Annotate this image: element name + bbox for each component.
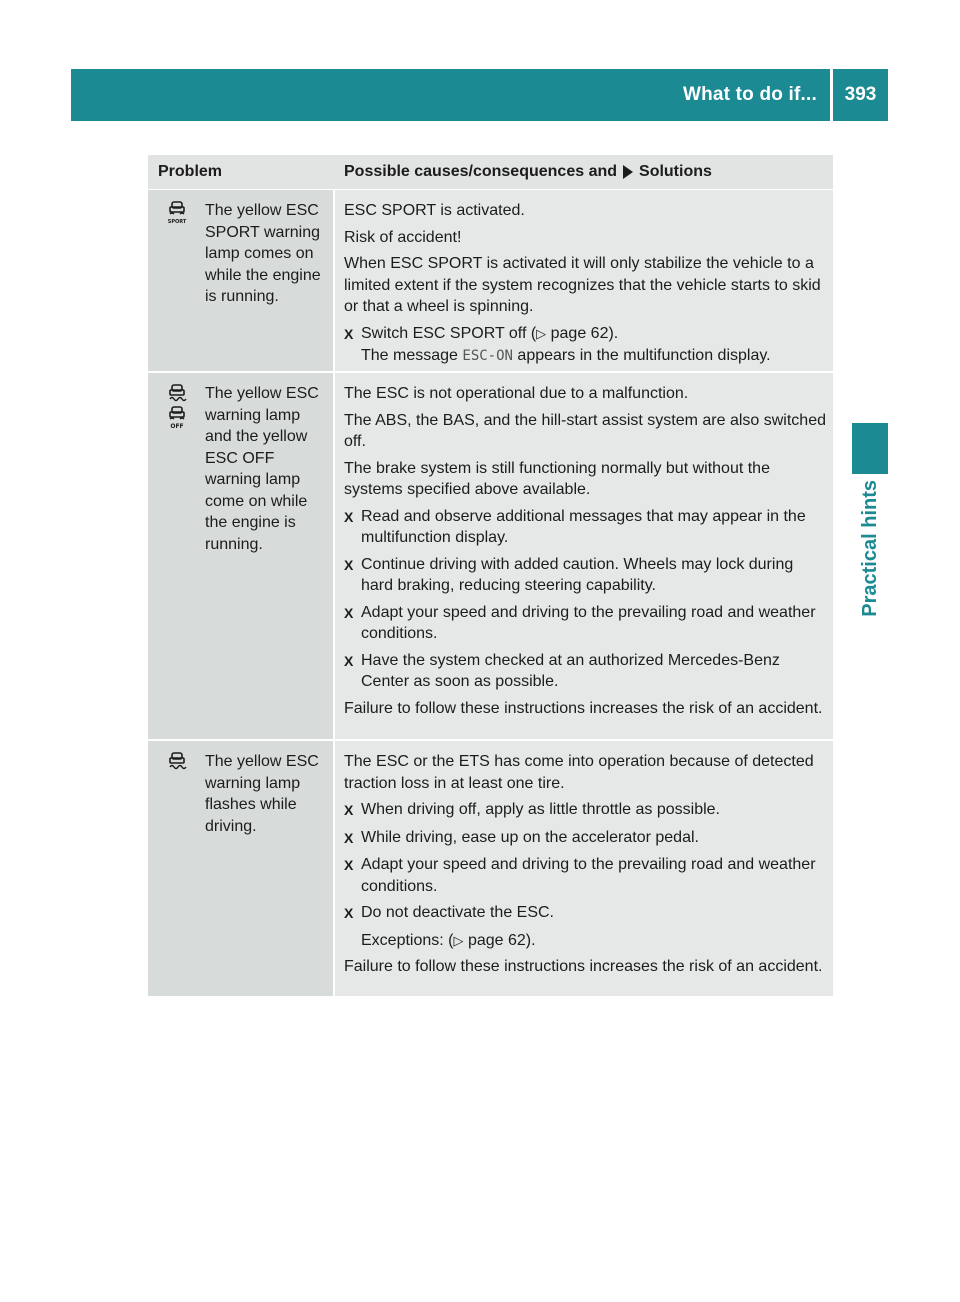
step-marker-icon: X xyxy=(344,829,354,846)
problem-cell xyxy=(148,190,335,371)
column-header-solutions-text: Possible causes/consequences and xyxy=(344,163,618,180)
step-item xyxy=(344,650,827,693)
step-marker-icon: X xyxy=(344,652,354,669)
display-message: ESC-ON xyxy=(462,348,513,364)
step-text xyxy=(361,323,827,346)
step-item xyxy=(344,827,827,850)
table-header xyxy=(148,155,833,190)
problem-cell xyxy=(148,741,335,996)
step-note-text: appears in the multifunction display. xyxy=(517,347,771,364)
step-note xyxy=(361,345,827,368)
page-number: 393 xyxy=(844,84,877,105)
header-bar xyxy=(71,69,888,121)
page-reference-link[interactable]: page 62). xyxy=(467,931,536,949)
problem-description: The yellow ESC warning lamp flashes while driving. xyxy=(205,753,319,835)
side-tab-label: Practical hints xyxy=(858,480,881,617)
step-item xyxy=(344,323,827,346)
page-reference-link[interactable]: page 62). xyxy=(550,324,619,342)
step-marker-icon: X xyxy=(344,802,354,818)
page-ref-icon: ▷ xyxy=(536,325,547,341)
warning-text: Risk of accident! xyxy=(344,228,462,246)
step-item xyxy=(344,602,827,645)
step-item xyxy=(344,506,827,549)
consequence-text: The ABS, the BAS, and the hill-start assist system are also switched off. xyxy=(344,411,826,450)
column-header-solutions-suffix: Solutions xyxy=(639,163,712,180)
page-ref-icon: ▷ xyxy=(453,932,464,948)
step-item xyxy=(344,554,827,597)
step-marker-icon: X xyxy=(344,857,354,873)
icon-column xyxy=(148,751,205,986)
step-marker-icon: X xyxy=(344,556,354,573)
table-row xyxy=(148,190,833,373)
svg-text:OFF: OFF xyxy=(169,423,184,430)
step-marker-icon: X xyxy=(344,905,354,921)
step-note-text: Exceptions: ( xyxy=(361,931,454,949)
step-marker-icon: X xyxy=(344,325,354,342)
step-text: Have the system checked at an authorized Mercedes-Benz Center as soon as possible. xyxy=(361,651,780,690)
step-marker-icon: X xyxy=(344,508,354,525)
step-text: Read and observe additional messages that may appear in the multifunction display. xyxy=(361,507,806,546)
problem-table xyxy=(148,155,833,998)
problem-cell xyxy=(148,373,335,739)
step-text: Adapt your speed and driving to the prevailing road and weather conditions. xyxy=(361,856,816,895)
step-text: When driving off, apply as little throttle as possible. xyxy=(361,801,720,818)
consequence-text: The brake system is still functioning normally but without the systems specified above available. xyxy=(344,459,770,498)
warning-text: Failure to follow these instructions increases the risk of an accident. xyxy=(344,699,823,717)
problem-description: The yellow ESC SPORT warning lamp comes on while the engine is running. xyxy=(205,202,321,305)
consequence-text: When ESC SPORT is activated it will only stabilize the vehicle to a limited extent if the system recognizes that the vehicle starts to skid or that a wheel is spinning. xyxy=(344,255,821,315)
icon-column xyxy=(148,200,205,361)
step-text: Adapt your speed and driving to the prevailing road and weather conditions. xyxy=(361,603,816,642)
step-text-part: Switch ESC SPORT off ( xyxy=(361,324,537,342)
column-header-solutions xyxy=(335,155,833,189)
table-row xyxy=(148,741,833,998)
side-tab-block xyxy=(852,423,888,474)
arrow-right-icon xyxy=(623,165,633,179)
warning-text: Failure to follow these instructions increases the risk of an accident. xyxy=(344,958,823,975)
side-tab xyxy=(852,480,888,650)
solution-cell xyxy=(335,373,833,739)
icon-column xyxy=(148,383,205,729)
problem-description: The yellow ESC warning lamp and the yellow ESC OFF warning lamp come on while the engine is running. xyxy=(205,385,319,553)
step-item xyxy=(344,854,827,897)
step-text: While driving, ease up on the accelerator pedal. xyxy=(361,828,699,846)
esc-off-icon xyxy=(166,406,188,430)
esc-icon xyxy=(166,752,188,772)
step-item xyxy=(344,902,827,925)
step-note xyxy=(361,930,827,952)
cause-text: The ESC is not operational due to a malfunction. xyxy=(344,385,689,402)
esc-icon xyxy=(166,384,188,404)
solution-cell xyxy=(335,741,833,996)
solution-cell xyxy=(335,190,833,371)
step-marker-icon: X xyxy=(344,604,354,621)
cause-text: ESC SPORT is activated. xyxy=(344,202,525,219)
section-title: What to do if... xyxy=(682,84,817,105)
cause-text: The ESC or the ETS has come into operation because of detected traction loss in at least one tire. xyxy=(344,753,814,792)
step-item xyxy=(344,799,827,822)
step-text: Continue driving with added caution. Wheels may lock during hard braking, reducing steering capability. xyxy=(361,555,794,594)
svg-text:SPORT: SPORT xyxy=(167,219,186,225)
table-row xyxy=(148,373,833,741)
step-note-text: The message xyxy=(361,347,458,364)
column-header-problem: Problem xyxy=(158,163,223,180)
esc-sport-icon xyxy=(166,201,188,225)
step-text: Do not deactivate the ESC. xyxy=(361,904,554,921)
